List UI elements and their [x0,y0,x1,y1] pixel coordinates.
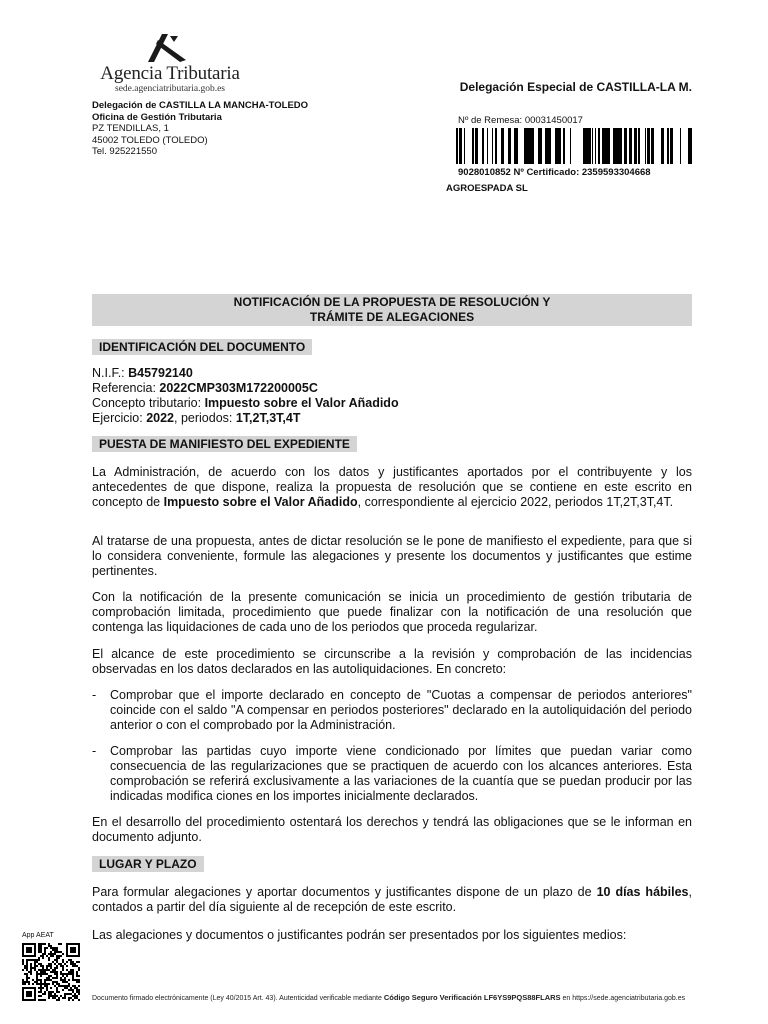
address-line-4: 45002 TOLEDO (TOLEDO) [92,134,208,146]
delegation-title: Delegación Especial de CASTILLA-LA M. [459,80,692,94]
list-item-text-1: Comprobar que el importe declarado en concepto de "Cuotas a compensar de periodos anteriores" coincide con el saldo "A compensar en periodos posteriores" declarado en la autoliquidación del periodo anterior o con el comprobado por la Administración. [110,688,692,732]
address-line-2: Oficina de Gestión Tributaria [92,111,222,123]
section-heading-expediente: PUESTA DE MANIFIESTO DEL EXPEDIENTE [92,436,357,452]
barcode [456,128,692,164]
footer-signature-note: Documento firmado electrónicamente (Ley 40/2015 Art. 43). Autenticidad verificable mediante Código Seguro Verificación LF6YS9PQS88FLARS en https://sede.agenciatributaria.gob.es [92,993,686,1002]
nif-value: B45792140 [128,366,193,380]
document-title-line-2: TRÁMITE DE ALEGACIONES [309,310,475,324]
reference-value: 2022CMP303M172200005C [159,381,318,395]
qr-code-icon[interactable] [22,943,80,1001]
logo-name: Agencia Tributaria [100,63,240,84]
nif-row: N.I.F.: B45792140 [92,366,193,380]
agency-emblem-icon [144,32,190,62]
recipient-company: AGROESPADA SL [446,183,528,194]
lugar-paragraph-2: Las alegaciones y documentos o justificantes podrán ser presentados por los siguientes medios: [92,928,627,942]
year-value: 2022 [146,411,174,425]
logo-url: sede.agenciatributaria.gob.es [115,84,225,94]
document-title [92,294,692,326]
expediente-paragraph-4: El alcance de este procedimiento se circunscribe a la revisión y comprobación de las incidencias observadas en los datos declarados en las autoliquidaciones. En concreto: [92,647,692,676]
expediente-paragraph-3: Con la notificación de la presente comunicación se inicia un procedimiento de gestión tributaria de comprobación limitada, procedimiento que puede finalizar con la notificación de una resolución que contenga las liquidaciones de cada uno de los periodos que proceda regularizar. [92,590,692,634]
section-heading-identification: IDENTIFICACIÓN DEL DOCUMENTO [92,339,312,355]
document-title-line-1: NOTIFICACIÓN DE LA PROPUESTA DE RESOLUCIÓN Y [233,295,551,309]
app-aeat-label: App AEAT [22,932,54,939]
expediente-paragraph-1: La Administración, de acuerdo con los datos y justificantes aportados por el contribuyente y los antecedentes de que dispone, realiza la propuesta de resolución que se contiene en este escrito en concepto de Impuesto sobre el Valor Añadido, correspondiente al ejercicio 2022, periodos 1T,2T,3T,4T. [92,465,692,509]
sender-address [92,100,308,158]
expediente-paragraph-5: En el desarrollo del procedimiento ostentará los derechos y tendrá las obligaciones que se le informan en documento adjunto. [92,815,692,844]
address-line-3: PZ TENDILLAS, 1 [92,123,169,135]
address-line-5: Tel. 925221550 [92,146,157,158]
identification-block [92,366,692,426]
concept-value: Impuesto sobre el Valor Añadido [204,396,399,410]
verification-code: Código Seguro Verificación LF6YS9PQS88FLARS [383,993,561,1002]
remesa-number: Nº de Remesa: 00031450017 [458,115,583,126]
reference-row: Referencia: 2022CMP303M172200005C [92,381,318,395]
year-row: Ejercicio: 2022, periodos: 1T,2T,3T,4T [92,411,301,425]
list-item-text-2: Comprobar las partidas cuyo importe viene condicionado por límites que puedan variar como consecuencia de las regularizaciones que se practiquen de acuerdo con los alcances anteriores. Esta comprobación se referirá exclusivamente a las variaciones de la cuantía que se puedan producir por las indicadas modifica ciones en los importes inicialmente declarados. [110,744,692,803]
section-heading-lugar-plazo: LUGAR Y PLAZO [92,856,204,872]
address-line-1: Delegación de CASTILLA LA MANCHA-TOLEDO [92,100,309,111]
lugar-paragraph-1: Para formular alegaciones y aportar documentos y justificantes dispone de un plazo de 10 días hábiles, contados a partir del día siguiente al de recepción de este escrito. [92,885,692,914]
periods-value: 1T,2T,3T,4T [235,411,301,425]
agency-logo [92,32,248,94]
expediente-paragraph-2: Al tratarse de una propuesta, antes de dictar resolución se le pone de manifiesto el expediente, para que si lo considera conveniente, formule las alegaciones y presente los documentos y justificantes que estime pertinentes. [92,534,692,578]
certificate-line: 9028010852 Nº Certificado: 2359593304668 [458,167,651,178]
concept-row: Concepto tributario: Impuesto sobre el Valor Añadido [92,396,399,410]
